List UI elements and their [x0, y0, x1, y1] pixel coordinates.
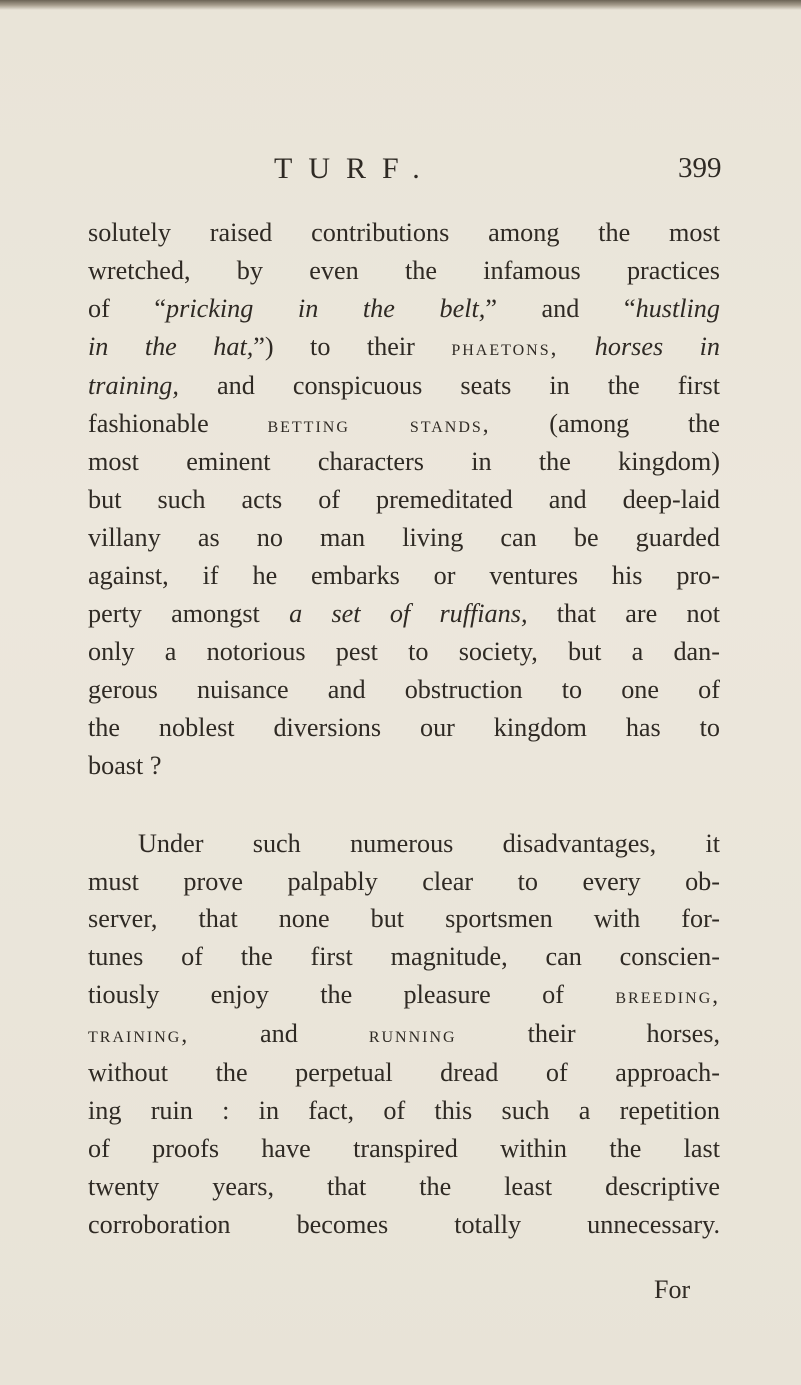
text-line: villany as no man living can be guarded — [88, 523, 720, 553]
text-line: most eminent characters in the kingdom) — [88, 447, 720, 477]
running-header — [0, 152, 801, 192]
text-line: of “pricking in the belt,” and “hustling — [88, 293, 720, 323]
text-line: training, and conspicuous seats in the first — [88, 370, 720, 400]
text-line: without the perpetual dread of approach- — [88, 1058, 720, 1088]
text-line: the noblest diversions our kingdom has to — [88, 712, 720, 742]
text-line: perty amongst a set of ruffians, that are not — [88, 599, 721, 629]
page-top-edge — [0, 0, 801, 10]
text-line: ing ruin : in fact, of this such a repetition — [88, 1095, 720, 1125]
paragraph-2 — [88, 825, 720, 1244]
text-line: corroboration becomes totally unnecessary. — [88, 1209, 720, 1239]
text-line: but such acts of premeditated and deep-laid — [88, 485, 720, 515]
paragraph-1 — [88, 214, 720, 785]
text-line: must prove palpably clear to every ob- — [88, 866, 720, 896]
running-title: TURF. — [274, 152, 436, 185]
text-line: twenty years, that the least descriptive — [88, 1171, 720, 1201]
text-line: solutely raised contributions among the most — [88, 218, 720, 247]
catchword: For — [654, 1275, 691, 1304]
text-line: training, and running their horses, — [88, 1019, 720, 1049]
text-line: wretched, by even the infamous practices — [88, 255, 720, 285]
text-line: against, if he embarks or ventures his pro- — [88, 561, 720, 591]
text-line: tiously enjoy the pleasure of breeding, — [88, 980, 720, 1010]
page-number: 399 — [678, 152, 722, 184]
paragraph-gap — [88, 785, 720, 825]
text-line: in the hat,”) to their phaetons, horses in — [88, 331, 720, 361]
text-line: Under such numerous disadvantages, it — [138, 828, 720, 858]
body-text — [88, 214, 720, 1244]
text-line: fashionable betting stands, (among the — [88, 408, 720, 438]
text-line: server, that none but sportsmen with for- — [88, 904, 720, 934]
text-line: tunes of the first magnitude, can conscien- — [88, 942, 720, 972]
text-line: only a notorious pest to society, but a dan- — [88, 636, 720, 666]
text-line: gerous nuisance and obstruction to one of — [88, 674, 720, 704]
text-line: of proofs have transpired within the last — [88, 1133, 720, 1163]
text-line: boast ? — [88, 750, 162, 780]
